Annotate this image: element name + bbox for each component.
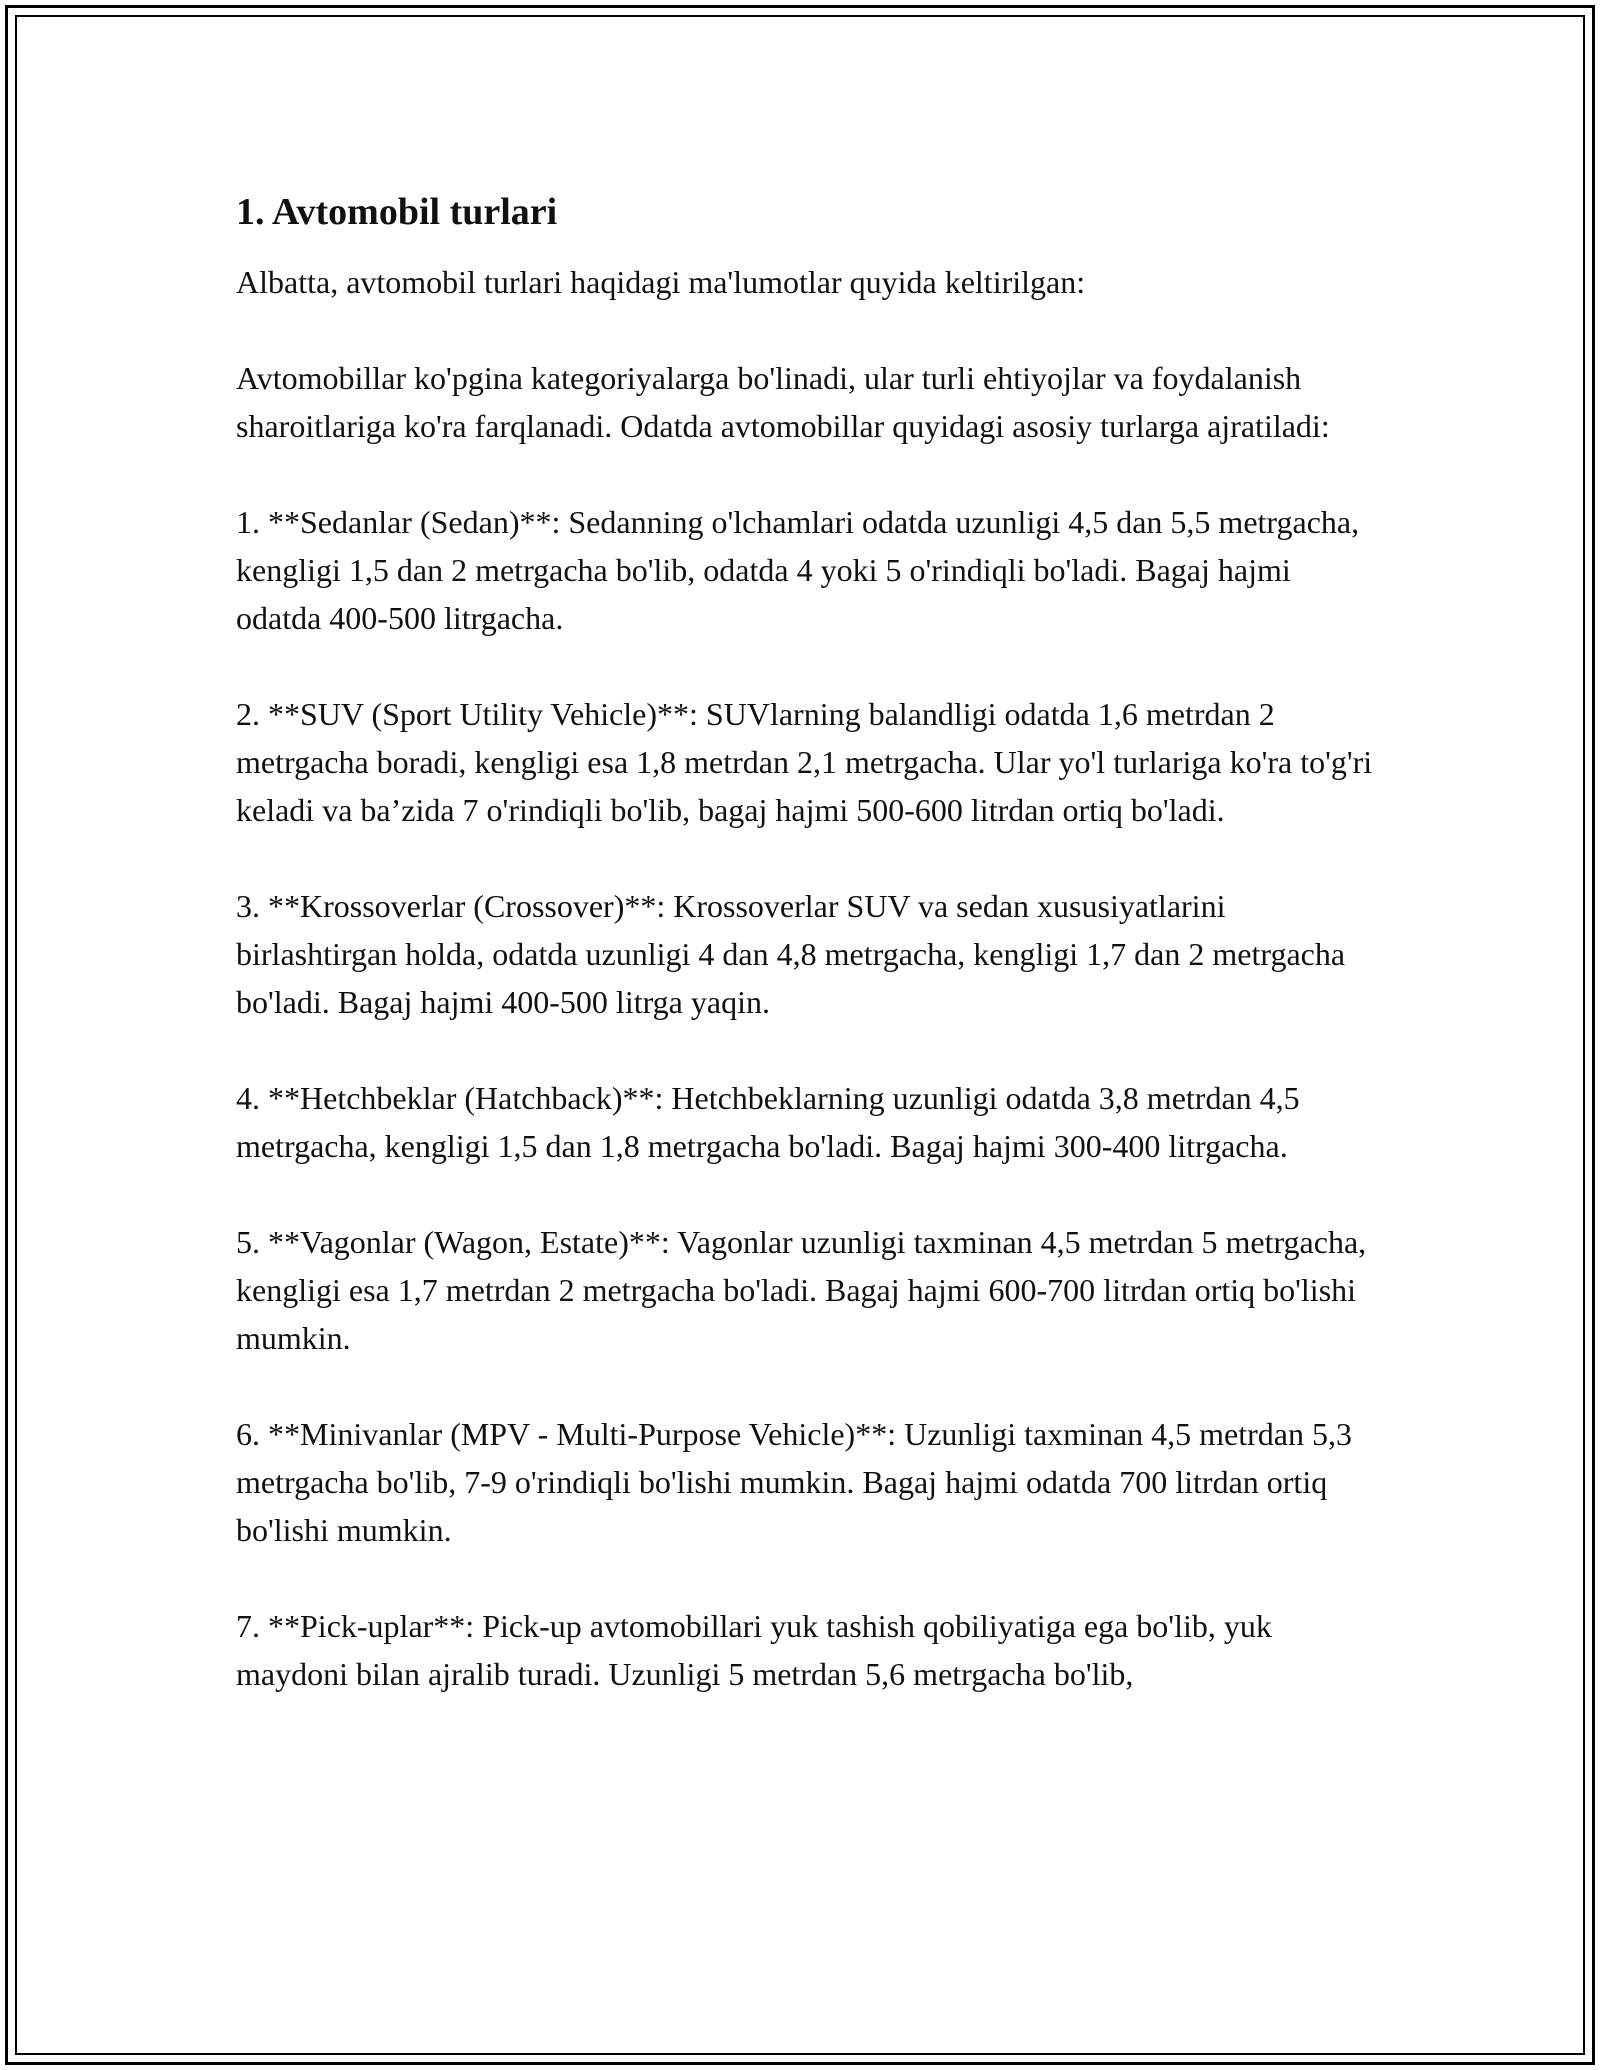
intro-paragraph: Albatta, avtomobil turlari haqidagi ma'lumotlar quyida keltirilgan: (236, 264, 1086, 300)
list-item-wagon: 5. **Vagonlar (Wagon, Estate)**: Vagonlar uzunligi taxminan 4,5 metrdan 5 metrgacha, kengligi esa 1,7 metrdan 2 metrgacha bo'ladi. Bagaj hajmi 600-700 litrdan ortiq bo'lishi mumkin. (236, 1224, 1367, 1356)
list-item-suv: 2. **SUV (Sport Utility Vehicle)**: SUVlarning balandligi odatda 1,6 metrdan 2 metrgacha boradi, kengligi esa 1,8 metrdan 2,1 metrgacha. Ular yo'l turlariga ko'ra to'g'ri keladi va ba’zida 7 o'rindiqli bo'lib, bagaj hajmi 500-600 litrdan ortiq bo'ladi. (236, 696, 1373, 828)
document-body (236, 186, 1376, 1698)
list-item-pickup: 7. **Pick-uplar**: Pick-up avtomobillari yuk tashish qobiliyatiga ega bo'lib, yuk maydoni bilan ajralib turadi. Uzunligi 5 metrdan 5,6 metrgacha bo'lib, (236, 1608, 1272, 1692)
list-item-minivan: 6. **Minivanlar (MPV - Multi-Purpose Vehicle)**: Uzunligi taxminan 4,5 metrdan 5,3 metrgacha bo'lib, 7-9 o'rindiqli bo'lishi mumkin. Bagaj hajmi odatda 700 litrdan ortiq bo'lishi mumkin. (236, 1416, 1352, 1548)
list-item-sedan: 1. **Sedanlar (Sedan)**: Sedanning o'lchamlari odatda uzunligi 4,5 dan 5,5 metrgacha, kengligi 1,5 dan 2 metrgacha bo'lib, odatda 4 yoki 5 o'rindiqli bo'ladi. Bagaj hajmi odatda 400-500 litrgacha. (236, 504, 1360, 636)
list-item-hatchback: 4. **Hetchbeklar (Hatchback)**: Hetchbeklarning uzunligi odatda 3,8 metrdan 4,5 metrgacha, kengligi 1,5 dan 1,8 metrgacha bo'ladi. Bagaj hajmi 300-400 litrgacha. (236, 1080, 1300, 1164)
section-heading: 1. Avtomobil turlari (236, 191, 558, 233)
list-item-crossover: 3. **Krossoverlar (Crossover)**: Krossoverlar SUV va sedan xususiyatlarini birlashtirgan holda, odatda uzunligi 4 dan 4,8 metrgacha, kengligi 1,7 dan 2 metrgacha bo'ladi. Bagaj hajmi 400-500 litrga yaqin. (236, 888, 1346, 1020)
overview-paragraph: Avtomobillar ko'pgina kategoriyalarga bo'linadi, ular turli ehtiyojlar va foydalanish sharoitlariga ko'ra farqlanadi. Odatda avtomobillar quyidagi asosiy turlarga ajratiladi: (236, 360, 1330, 444)
